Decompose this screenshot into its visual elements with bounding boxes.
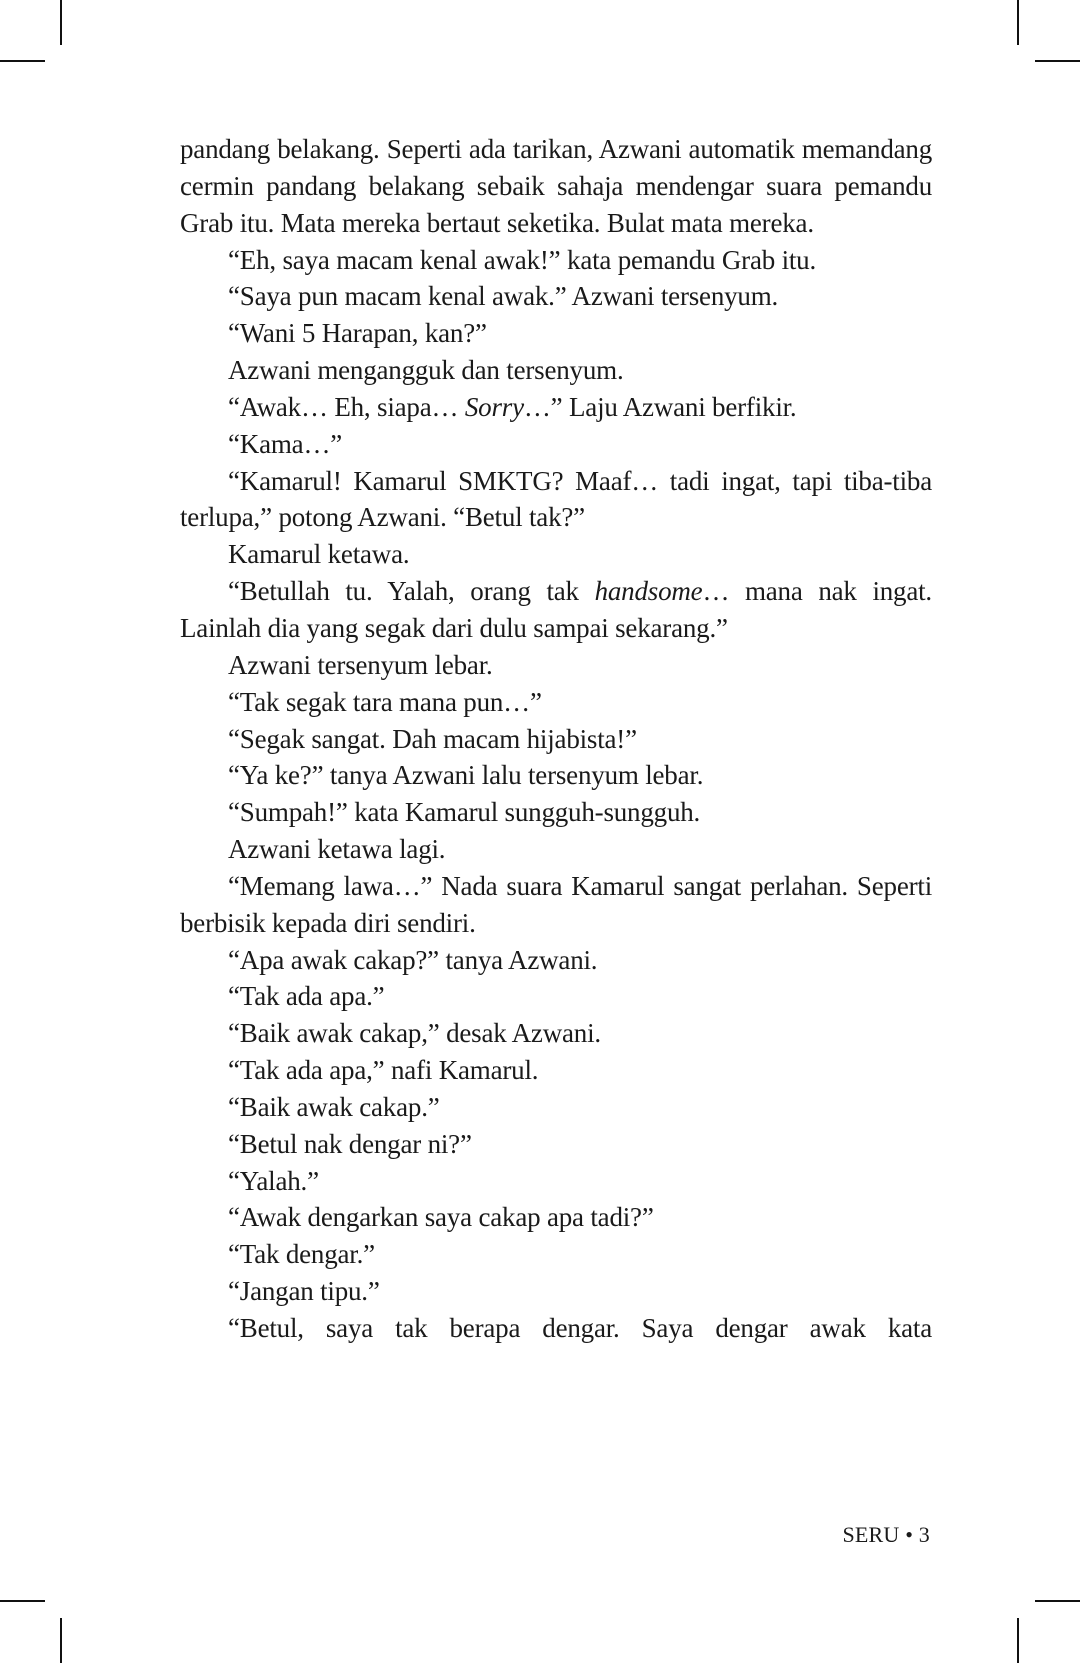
italic-word: handsome xyxy=(594,576,703,607)
paragraph: “Memang lawa…” Nada suara Kamarul sangat perlahan. Seperti berbisik kepada diri sendiri. xyxy=(180,870,932,938)
paragraph: “Segak sangat. Dah macam hijabista!” xyxy=(228,723,637,754)
paragraph: “Baik awak cakap.” xyxy=(228,1091,440,1122)
paragraph: “Jangan tipu.” xyxy=(228,1276,380,1307)
crop-mark-bottom-right-horizontal xyxy=(1035,1600,1080,1602)
paragraph: “Eh, saya macam kenal awak!” kata pemandu Grab itu. xyxy=(228,244,817,275)
paragraph: “Wani 5 Harapan, kan?” xyxy=(228,318,487,349)
crop-mark-bottom-left-vertical xyxy=(60,1618,62,1663)
paragraph: Kamarul ketawa. xyxy=(228,539,410,570)
paragraph: “Tak ada apa.” xyxy=(228,981,385,1012)
paragraph: “Saya pun macam kenal awak.” Azwani tersenyum. xyxy=(228,281,779,312)
crop-mark-top-left-vertical xyxy=(60,0,62,45)
text-run: …” Laju Azwani berfikir. xyxy=(523,391,797,422)
text-run: … mana nak ingat. Lainlah dia yang segak dari dulu sampai sekarang.” xyxy=(180,576,932,643)
paragraph: “Tak dengar.” xyxy=(228,1239,375,1270)
crop-mark-top-right-horizontal xyxy=(1035,60,1080,62)
text-run: “Awak… Eh, siapa… xyxy=(228,391,465,422)
crop-mark-bottom-left-horizontal xyxy=(0,1600,45,1602)
crop-mark-bottom-right-vertical xyxy=(1017,1618,1019,1663)
paragraph: Azwani ketawa lagi. xyxy=(228,834,446,865)
text-run: “Betullah tu. Yalah, orang tak xyxy=(228,576,595,607)
paragraph: “Betul nak dengar ni?” xyxy=(228,1128,472,1159)
paragraph xyxy=(180,573,932,647)
paragraph-continued: “Betul, saya tak berapa dengar. Saya dengar awak kata xyxy=(228,1313,932,1343)
paragraph xyxy=(180,389,932,426)
paragraph: “Baik awak cakap,” desak Azwani. xyxy=(228,1018,601,1049)
crop-mark-top-left-horizontal xyxy=(0,60,45,62)
crop-mark-top-right-vertical xyxy=(1017,0,1019,45)
paragraph: Azwani mengangguk dan tersenyum. xyxy=(228,355,624,386)
body-text xyxy=(180,131,932,1347)
italic-word: Sorry xyxy=(464,391,524,422)
running-footer-page-number: SERU • 3 xyxy=(842,1522,930,1547)
paragraph: “Awak dengarkan saya cakap apa tadi?” xyxy=(228,1202,654,1233)
paragraph: “Tak ada apa,” nafi Kamarul. xyxy=(228,1055,539,1086)
paragraph: “Apa awak cakap?” tanya Azwani. xyxy=(228,944,598,975)
paragraph: pandang belakang. Seperti ada tarikan, Azwani automatik memandang cermin pandang belakang sebaik sahaja mendengar suara pemandu Grab itu. Mata mereka bertaut seketika. Bulat mata mereka. xyxy=(180,134,932,238)
paragraph: Azwani tersenyum lebar. xyxy=(228,649,493,680)
paragraph: “Yalah.” xyxy=(228,1165,319,1196)
paragraph: “Kama…” xyxy=(228,428,343,459)
paragraph: “Tak segak tara mana pun…” xyxy=(228,686,542,717)
paragraph: “Ya ke?” tanya Azwani lalu tersenyum lebar. xyxy=(228,760,704,791)
paragraph: “Sumpah!” kata Kamarul sungguh-sungguh. xyxy=(228,797,701,828)
paragraph: “Kamarul! Kamarul SMKTG? Maaf… tadi ingat, tapi tiba-tiba terlupa,” potong Azwani. “Betul tak?” xyxy=(180,465,932,533)
